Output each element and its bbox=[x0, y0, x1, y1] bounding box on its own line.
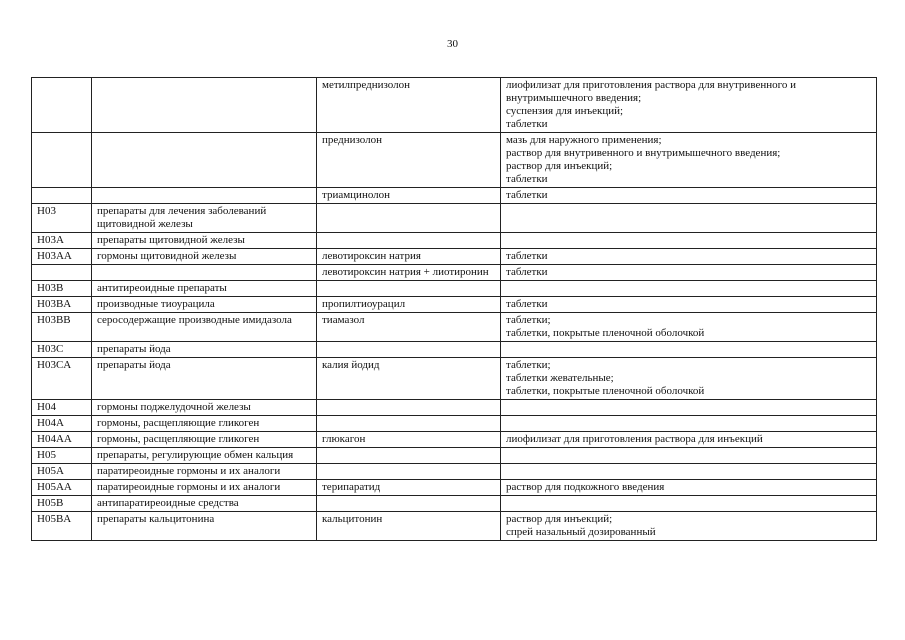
drug-name-cell bbox=[317, 249, 501, 265]
drug-name-cell-text: преднизолон bbox=[322, 134, 383, 146]
dosage-form-line: таблетки bbox=[506, 189, 548, 201]
table-row bbox=[32, 480, 877, 496]
drug-name-cell bbox=[317, 512, 501, 541]
atc-code-cell-text: H05AA bbox=[37, 481, 72, 493]
atc-code-cell bbox=[32, 188, 92, 204]
drug-name-cell bbox=[317, 358, 501, 400]
group-name-cell bbox=[92, 313, 317, 342]
atc-code-cell bbox=[32, 297, 92, 313]
page-number: 30 bbox=[447, 38, 458, 50]
dosage-form-cell bbox=[501, 133, 877, 188]
group-name-cell bbox=[92, 281, 317, 297]
dosage-form-cell bbox=[501, 342, 877, 358]
group-name-cell bbox=[92, 188, 317, 204]
drug-name-cell bbox=[317, 265, 501, 281]
group-name-cell bbox=[92, 358, 317, 400]
group-name-cell-text: паратиреоидные гормоны и их аналоги bbox=[97, 465, 281, 477]
table-body bbox=[32, 78, 877, 541]
dosage-form-line: таблетки bbox=[506, 173, 548, 185]
group-name-cell bbox=[92, 342, 317, 358]
dosage-form-cell bbox=[501, 416, 877, 432]
group-name-cell bbox=[92, 496, 317, 512]
table-row bbox=[32, 416, 877, 432]
group-name-cell bbox=[92, 432, 317, 448]
group-name-cell-text: препараты для лечения заболеваний щитовидной железы bbox=[97, 205, 267, 230]
table-row bbox=[32, 281, 877, 297]
table-row bbox=[32, 496, 877, 512]
dosage-form-cell bbox=[501, 78, 877, 133]
dosage-form-line: лиофилизат для приготовления раствора для внутривенного и bbox=[506, 79, 796, 91]
group-name-cell bbox=[92, 464, 317, 480]
dosage-form-cell bbox=[501, 204, 877, 233]
group-name-cell-text: паратиреоидные гормоны и их аналоги bbox=[97, 481, 281, 493]
group-name-cell bbox=[92, 416, 317, 432]
drug-name-cell bbox=[317, 78, 501, 133]
drug-name-cell bbox=[317, 496, 501, 512]
drug-name-cell bbox=[317, 204, 501, 233]
group-name-cell bbox=[92, 265, 317, 281]
group-name-cell-text: препараты кальцитонина bbox=[97, 513, 215, 525]
drug-name-cell bbox=[317, 188, 501, 204]
atc-code-cell bbox=[32, 313, 92, 342]
atc-code-cell bbox=[32, 249, 92, 265]
atc-code-cell-text: H05B bbox=[37, 497, 64, 509]
drug-list-table bbox=[31, 77, 877, 541]
group-name-cell bbox=[92, 204, 317, 233]
dosage-form-cell bbox=[501, 358, 877, 400]
atc-code-cell-text: H03 bbox=[37, 205, 56, 217]
atc-code-cell-text: H03BA bbox=[37, 298, 72, 310]
dosage-form-line: спрей назальный дозированный bbox=[506, 526, 656, 538]
drug-name-cell bbox=[317, 480, 501, 496]
atc-code-cell-text: H03CA bbox=[37, 359, 72, 371]
drug-name-cell-text: пропилтиоурацил bbox=[322, 298, 406, 310]
drug-name-cell-text: тиамазол bbox=[322, 314, 365, 326]
group-name-cell-text: препараты, регулирующие обмен кальция bbox=[97, 449, 294, 461]
drug-name-cell bbox=[317, 133, 501, 188]
group-name-cell-text: гормоны поджелудочной железы bbox=[97, 401, 251, 413]
atc-code-cell-text: H03A bbox=[37, 234, 64, 246]
group-name-cell bbox=[92, 133, 317, 188]
atc-code-cell bbox=[32, 233, 92, 249]
atc-code-cell bbox=[32, 480, 92, 496]
group-name-cell-text: гормоны, расщепляющие гликоген bbox=[97, 417, 260, 429]
table-row bbox=[32, 78, 877, 133]
group-name-cell-text: гормоны, расщепляющие гликоген bbox=[97, 433, 260, 445]
group-name-cell bbox=[92, 480, 317, 496]
drug-name-cell bbox=[317, 233, 501, 249]
drug-name-cell-text: левотироксин натрия bbox=[322, 250, 421, 262]
drug-name-cell-text: метилпреднизолон bbox=[322, 79, 411, 91]
group-name-cell-text: гормоны щитовидной железы bbox=[97, 250, 237, 262]
dosage-form-cell bbox=[501, 313, 877, 342]
group-name-cell bbox=[92, 78, 317, 133]
drug-name-cell bbox=[317, 313, 501, 342]
drug-name-cell-text: триамцинолон bbox=[322, 189, 391, 201]
table-row bbox=[32, 133, 877, 188]
dosage-form-line: раствор для инъекций; bbox=[506, 160, 613, 172]
table-row bbox=[32, 297, 877, 313]
dosage-form-cell bbox=[501, 233, 877, 249]
group-name-cell bbox=[92, 400, 317, 416]
group-name-cell bbox=[92, 233, 317, 249]
atc-code-cell bbox=[32, 464, 92, 480]
table-row bbox=[32, 448, 877, 464]
atc-code-cell bbox=[32, 78, 92, 133]
atc-code-cell bbox=[32, 512, 92, 541]
dosage-form-cell bbox=[501, 432, 877, 448]
atc-code-cell bbox=[32, 133, 92, 188]
table-row bbox=[32, 188, 877, 204]
atc-code-cell-text: H03BB bbox=[37, 314, 71, 326]
table-row bbox=[32, 313, 877, 342]
table-row bbox=[32, 400, 877, 416]
dosage-form-cell bbox=[501, 448, 877, 464]
atc-code-cell-text: H03AA bbox=[37, 250, 72, 262]
dosage-form-cell bbox=[501, 249, 877, 265]
drug-name-cell-text: левотироксин натрия + лиотиронин bbox=[322, 266, 489, 278]
dosage-form-cell bbox=[501, 512, 877, 541]
atc-code-cell-text: H03B bbox=[37, 282, 64, 294]
dosage-form-line: суспензия для инъекций; bbox=[506, 105, 624, 117]
dosage-form-cell bbox=[501, 480, 877, 496]
atc-code-cell bbox=[32, 448, 92, 464]
table-row bbox=[32, 512, 877, 541]
drug-name-cell bbox=[317, 342, 501, 358]
dosage-form-line: лиофилизат для приготовления раствора для инъекций bbox=[506, 433, 763, 445]
drug-name-cell-text: глюкагон bbox=[322, 433, 366, 445]
dosage-form-line: таблетки bbox=[506, 266, 548, 278]
atc-code-cell-text: H04AA bbox=[37, 433, 72, 445]
dosage-form-line: мазь для наружного применения; bbox=[506, 134, 662, 146]
dosage-form-cell bbox=[501, 265, 877, 281]
group-name-cell-text: препараты йода bbox=[97, 359, 171, 371]
table-row bbox=[32, 233, 877, 249]
atc-code-cell bbox=[32, 265, 92, 281]
atc-code-cell bbox=[32, 342, 92, 358]
dosage-form-line: таблетки bbox=[506, 250, 548, 262]
dosage-form-line: таблетки, покрытые пленочной оболочкой bbox=[506, 327, 705, 339]
dosage-form-cell bbox=[501, 464, 877, 480]
group-name-cell bbox=[92, 297, 317, 313]
atc-code-cell bbox=[32, 281, 92, 297]
drug-name-cell-text: кальцитонин bbox=[322, 513, 383, 525]
table-row bbox=[32, 432, 877, 448]
dosage-form-line: раствор для подкожного введения bbox=[506, 481, 665, 493]
atc-code-cell bbox=[32, 400, 92, 416]
atc-code-cell-text: H05 bbox=[37, 449, 56, 461]
atc-code-cell bbox=[32, 432, 92, 448]
drug-name-cell-text: калия йодид bbox=[322, 359, 380, 371]
atc-code-cell bbox=[32, 416, 92, 432]
dosage-form-line: таблетки жевательные; bbox=[506, 372, 614, 384]
dosage-form-cell bbox=[501, 281, 877, 297]
drug-name-cell bbox=[317, 297, 501, 313]
group-name-cell-text: препараты щитовидной железы bbox=[97, 234, 245, 246]
drug-name-cell bbox=[317, 281, 501, 297]
group-name-cell bbox=[92, 448, 317, 464]
atc-code-cell bbox=[32, 204, 92, 233]
atc-code-cell-text: H03C bbox=[37, 343, 64, 355]
drug-name-cell-text: терипаратид bbox=[322, 481, 381, 493]
dosage-form-line: раствор для инъекций; bbox=[506, 513, 613, 525]
dosage-form-cell bbox=[501, 297, 877, 313]
dosage-form-line: таблетки; bbox=[506, 314, 551, 326]
dosage-form-line: таблетки bbox=[506, 298, 548, 310]
group-name-cell-text: производные тиоурацила bbox=[97, 298, 215, 310]
table-row bbox=[32, 204, 877, 233]
group-name-cell bbox=[92, 512, 317, 541]
table-row bbox=[32, 342, 877, 358]
group-name-cell-text: антитиреоидные препараты bbox=[97, 282, 227, 294]
dosage-form-line: таблетки; bbox=[506, 359, 551, 371]
drug-name-cell bbox=[317, 448, 501, 464]
group-name-cell-text: препараты йода bbox=[97, 343, 171, 355]
dosage-form-cell bbox=[501, 400, 877, 416]
dosage-form-line: таблетки bbox=[506, 118, 548, 130]
atc-code-cell-text: H05A bbox=[37, 465, 64, 477]
drug-name-cell bbox=[317, 432, 501, 448]
atc-code-cell-text: H04 bbox=[37, 401, 56, 413]
group-name-cell-text: серосодержащие производные имидазола bbox=[97, 314, 292, 326]
drug-name-cell bbox=[317, 464, 501, 480]
atc-code-cell-text: H05BA bbox=[37, 513, 72, 525]
dosage-form-line: таблетки, покрытые пленочной оболочкой bbox=[506, 385, 705, 397]
group-name-cell bbox=[92, 249, 317, 265]
dosage-form-cell bbox=[501, 188, 877, 204]
drug-name-cell bbox=[317, 416, 501, 432]
dosage-form-cell bbox=[501, 496, 877, 512]
table-row bbox=[32, 464, 877, 480]
table-row bbox=[32, 265, 877, 281]
dosage-form-line: раствор для внутривенного и внутримышечного введения; bbox=[506, 147, 781, 159]
atc-code-cell-text: H04A bbox=[37, 417, 64, 429]
atc-code-cell bbox=[32, 358, 92, 400]
dosage-form-line: внутримышечного введения; bbox=[506, 92, 642, 104]
atc-code-cell bbox=[32, 496, 92, 512]
group-name-cell-text: антипаратиреоидные средства bbox=[97, 497, 239, 509]
drug-name-cell bbox=[317, 400, 501, 416]
table-row bbox=[32, 249, 877, 265]
table-row bbox=[32, 358, 877, 400]
